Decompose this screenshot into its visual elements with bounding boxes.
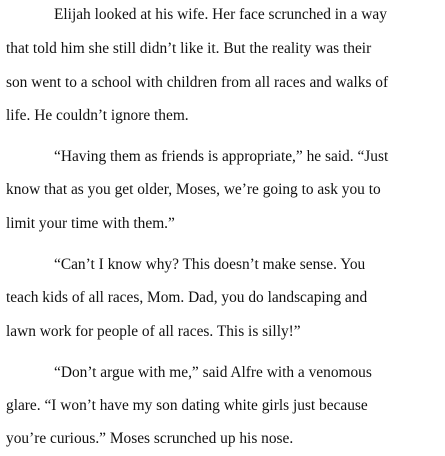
text-line: limit your time with them.” [6,215,175,232]
text-line: life. He couldn’t ignore them. [6,107,189,124]
text-line: lawn work for people of all races. This is silly!” [6,323,301,340]
text-line: son went to a school with children from all races and walks of [6,74,389,91]
text-line: you’re curious.” Moses scrunched up his nose. [6,430,294,447]
text-line: Elijah looked at his wife. Her face scrunched in a way [54,6,387,23]
text-line: “Having them as friends is appropriate,” he said. “Just [54,148,389,165]
text-line: “Don’t argue with me,” said Alfre with a venomous [54,364,372,381]
text-line: teach kids of all races, Mom. Dad, you do landscaping and [6,289,368,306]
text-line: “Can’t I know why? This doesn’t make sense. You [54,256,366,273]
text-line: know that as you get older, Moses, we’re going to ask you to [6,181,381,198]
text-line: that told him she still didn’t like it. But the reality was their [6,40,372,57]
text-line: glare. “I won’t have my son dating white girls just because [6,397,368,414]
